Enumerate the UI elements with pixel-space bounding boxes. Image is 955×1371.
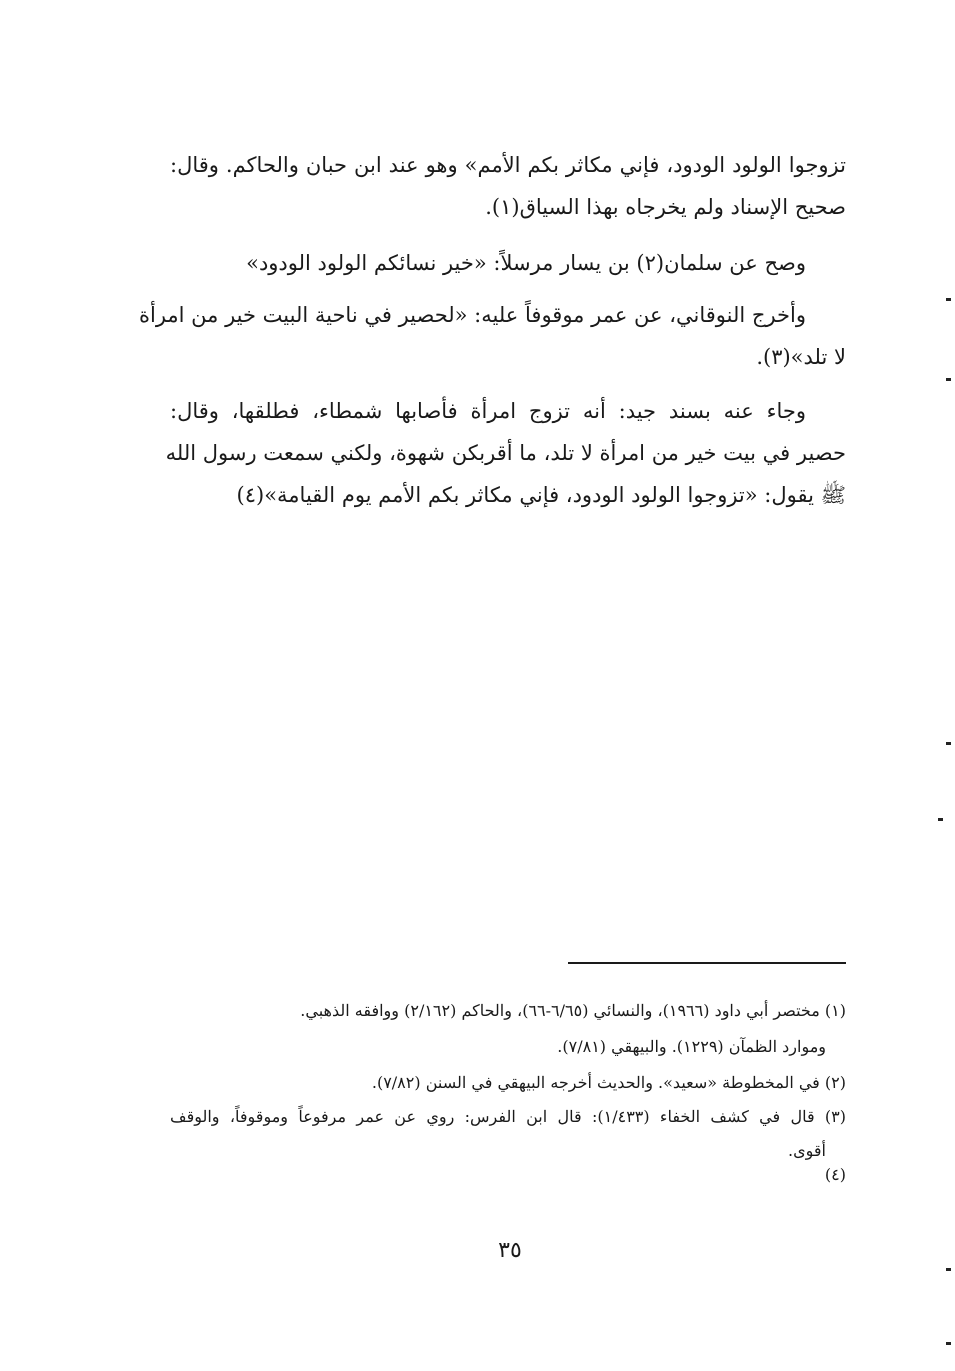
scan-speck: [946, 298, 951, 301]
paragraph-3-line-2: لا تلد»(٣).: [756, 345, 846, 369]
footnote-4-line-1: (٤): [824, 1165, 846, 1184]
scan-speck: [946, 378, 951, 381]
paragraph-4-line-3: ﷺ يقول: «تزوجوا الولود الودود، فإني مكاثر بكم الأمم يوم القيامة»(٤): [236, 483, 846, 507]
page-number: ٣٥: [498, 1238, 522, 1263]
paragraph-1-line-2: صحيح الإسناد ولم يخرجاه بهذا السياق(١).: [485, 195, 846, 219]
footnote-1-line-2: وموارد الظمآن (١٢٢٩). والبيهقي (٧/٨١).: [557, 1037, 826, 1056]
paragraph-2-line-1: وصح عن سلمان(٢) بن يسار مرسلاً: «خير نسائكم الولود الودود»: [246, 251, 806, 275]
scan-speck: [946, 1342, 951, 1345]
footnote-separator: [568, 962, 846, 964]
footnote-3-line-2: أقوى.: [788, 1141, 826, 1160]
footnote-2-line-1: (٢) في المخطوطة «سعيد». والحديث أخرجه البيهقي في السنن (٧/٨٢).: [371, 1073, 846, 1092]
scan-speck: [938, 818, 943, 821]
paragraph-4-line-2: حصير في بيت خير من امرأة لا تلد، ما أقربكن شهوة، ولكني سمعت رسول الله: [165, 441, 846, 465]
paragraph-4-line-1: وجاء عنه بسند جيد: أنه تزوج امرأة فأصابها شمطاء، فطلقها، وقال:: [170, 399, 806, 423]
paragraph-3-line-1: وأخرج النوقاني، عن عمر موقوفاً عليه: «لحصير في ناحية البيت خير من امرأة: [138, 303, 806, 327]
footnote-3-line-1: (٣) قال في كشف الخفاء (١/٤٣٣): قال ابن الفرس: روي عن عمر مرفوعاً وموقوفاً، والوقف: [170, 1107, 847, 1126]
scan-speck: [946, 742, 951, 745]
footnote-1-line-1: (١) مختصر أبي داود (١٩٦٦)، والنسائي (٦/٦٥-٦٦)، والحاكم (٢/١٦٢) ووافقه الذهبي.: [300, 1001, 846, 1020]
paragraph-1-line-1: تزوجوا الولود الودود، فإني مكاثر بكم الأمم» وهو عند ابن حبان والحاكم. وقال:: [170, 153, 846, 177]
scan-speck: [946, 1268, 951, 1271]
